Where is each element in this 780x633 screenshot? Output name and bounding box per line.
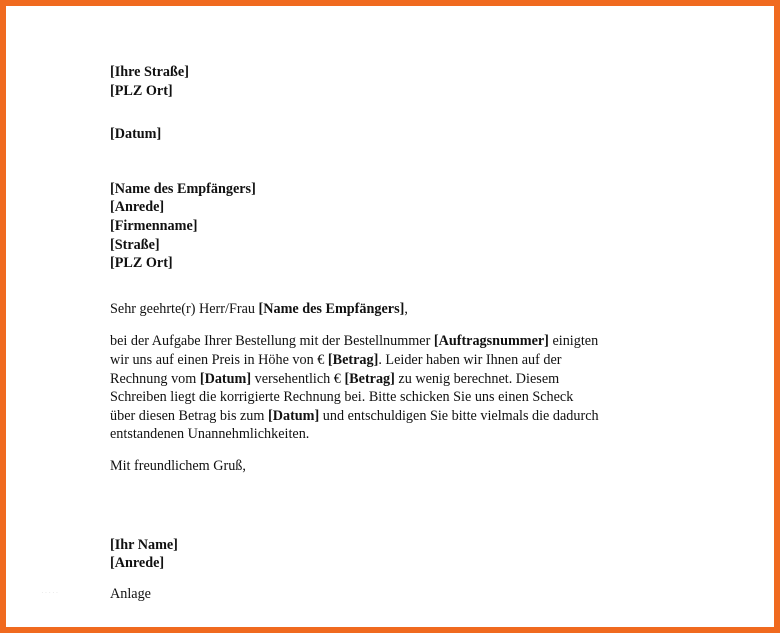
- sender-street: [Ihre Straße]: [110, 64, 189, 80]
- greeting-name: [Name des Empfängers]: [258, 300, 405, 317]
- body-text: . Leider haben wir Ihnen auf der: [378, 351, 562, 368]
- recipient-company: [Firmenname]: [110, 217, 198, 234]
- sender-city: [PLZ Ort]: [110, 82, 173, 99]
- body-text: einigten: [548, 333, 599, 350]
- greeting-line: [110, 300, 670, 319]
- body-line-5: [110, 407, 670, 426]
- signature-salutation: [Anrede]: [110, 555, 165, 572]
- greeting-suffix: ,: [404, 300, 408, 317]
- body-text: versehentlich €: [251, 370, 345, 387]
- recipient-city: [PLZ Ort]: [110, 255, 173, 272]
- recipient-name: [Name des Empfängers]: [110, 180, 256, 197]
- body-text: über diesen Betrag bis zum: [110, 407, 268, 424]
- letter-body: [110, 63, 670, 603]
- deadline-date-placeholder: [Datum]: [268, 407, 320, 424]
- amount-placeholder: [Betrag]: [344, 370, 395, 387]
- signature-name: [Ihr Name]: [110, 536, 178, 553]
- body-text: zu wenig berechnet. Diesem: [394, 370, 560, 387]
- order-number-placeholder: [Auftragsnummer]: [433, 333, 549, 350]
- body-text: bei der Aufgabe Ihrer Bestellung mit der Bestellnummer: [110, 333, 434, 350]
- body-line-4: Schreiben liegt die korrigierte Rechnung bei. Bitte schicken Sie uns einen Scheck: [110, 389, 574, 406]
- body-line-3: [110, 370, 670, 389]
- letter-date: [Datum]: [110, 126, 162, 143]
- amount-placeholder: [Betrag]: [327, 351, 379, 368]
- body-line-6: entstandenen Unannehmlichkeiten.: [110, 426, 310, 443]
- body-line-2: [110, 351, 670, 370]
- body-text: und entschuldigen Sie bitte vielmals die dadurch: [319, 407, 599, 424]
- body-text: wir uns auf einen Preis in Höhe von €: [110, 351, 328, 368]
- greeting-prefix: Sehr geehrte(r) Herr/Frau: [110, 300, 259, 317]
- watermark-icon: ·····: [41, 588, 60, 597]
- body-line-1: [110, 332, 670, 351]
- recipient-street: [Straße]: [110, 236, 160, 253]
- enclosure-label: Anlage: [110, 585, 151, 602]
- body-text: Rechnung vom: [110, 370, 200, 387]
- closing-line: Mit freundlichem Gruß,: [110, 457, 246, 474]
- invoice-date-placeholder: [Datum]: [199, 370, 252, 387]
- recipient-salutation: [Anrede]: [110, 199, 165, 216]
